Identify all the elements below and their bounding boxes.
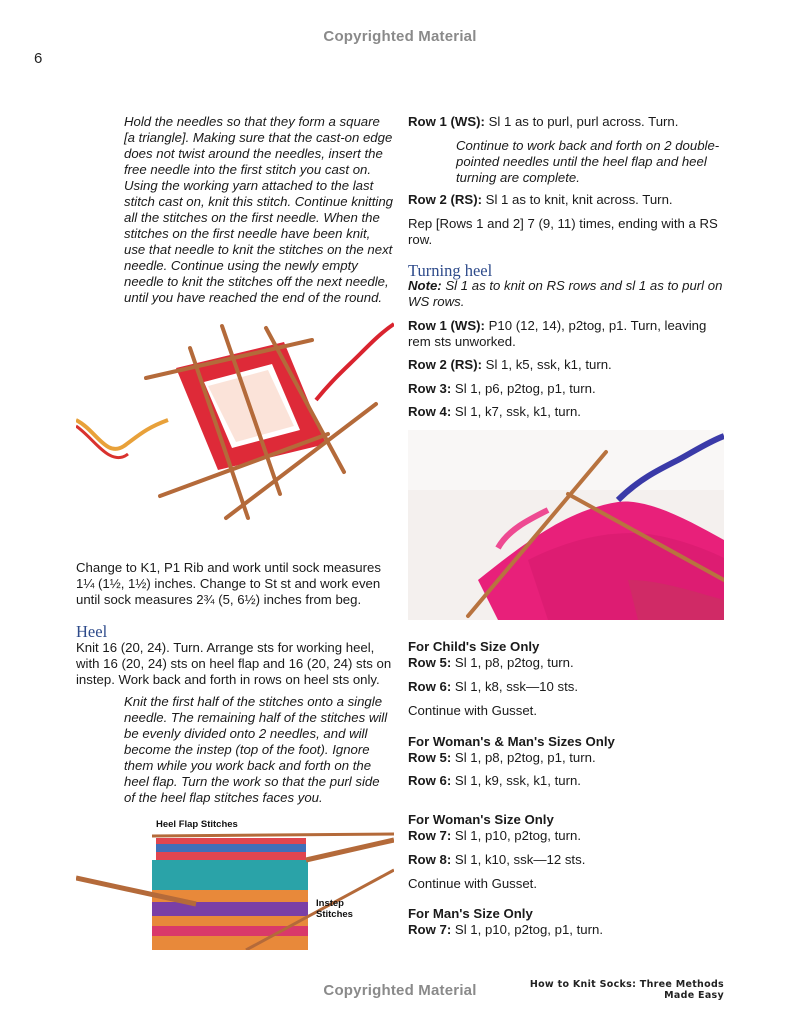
row-text: Sl 1, p10, p2tog, turn. [451, 828, 581, 843]
wm-row-5 [408, 750, 724, 766]
row-text: Sl 1 as to knit, knit across. Turn. [482, 192, 673, 207]
caption-instep: Instep [316, 898, 344, 909]
row-text: Sl 1, k7, ssk, k1, turn. [451, 404, 581, 419]
wm-row-6 [408, 773, 724, 789]
row-text: Sl 1, k5, ssk, k1, turn. [482, 357, 612, 372]
row-label: Row 2 (RS): [408, 192, 482, 207]
row-text: Sl 1, p8, p2tog, p1, turn. [451, 750, 596, 765]
caption-heel-flap-stitches: Heel Flap Stitches [156, 819, 238, 830]
child-row-5 [408, 655, 724, 671]
row-label: Row 6: [408, 773, 452, 788]
row-text: Sl 1, p10, p2tog, p1, turn. [451, 922, 603, 937]
child-continue: Continue with Gusset. [408, 703, 538, 718]
row-text: Sl 1, p6, p2tog, p1, turn. [451, 381, 596, 396]
turn-row-3 [408, 381, 724, 397]
photo-needles-square [76, 318, 394, 542]
w-row-7 [408, 828, 724, 844]
row-label: Row 2 (RS): [408, 357, 482, 372]
copyright-footer: Copyrighted Material [323, 982, 477, 999]
turning-note [408, 278, 724, 310]
row-text: P10 (12, 14), p2tog, p1. Turn, leaving rem sts unworked. [408, 318, 707, 349]
turn-row-4 [408, 404, 724, 420]
m-row-7 [408, 922, 724, 938]
row-label: Row 5: [408, 655, 452, 670]
row-text: Sl 1, p8, p2tog, turn. [451, 655, 574, 670]
woman-continue: Continue with Gusset. [408, 876, 538, 891]
row-text: Sl 1 as to purl, purl across. Turn. [484, 114, 679, 129]
heel-heading: Heel [76, 622, 108, 641]
row-text: Sl 1, k10, ssk—12 sts. [451, 852, 586, 867]
row-label: Row 7: [408, 922, 452, 937]
woman-man-size-heading: For Woman's & Man's Sizes Only [408, 734, 615, 749]
row-text: Sl 1, k8, ssk—10 sts. [451, 679, 579, 694]
photo-turning-heel [408, 430, 724, 620]
row-label: Row 4: [408, 404, 452, 419]
row-label: Row 3: [408, 381, 452, 396]
intro-instructions: Hold the needles so that they form a square [a triangle]. Making sure that the cast-on edge does not twist around the needles, insert the free needle into the first stitch you cast on. Using the working yarn attached to the last stitch cast on, knit this stitch. Continue knitting all the stitches on the first needle. When the stitches on the first needle have been knit, use that needle to knit the stitches on the next needle. Continue using the newly empty needle to knit the stitches off the next needle, until you have reached the end of the round. [124, 114, 394, 305]
turn-row-2 [408, 357, 724, 373]
woman-size-heading: For Woman's Size Only [408, 812, 554, 827]
row-text: Sl 1, k9, ssk, k1, turn. [451, 773, 581, 788]
man-size-heading: For Man's Size Only [408, 906, 533, 921]
book-title: How to Knit Socks: Three Methods Made Easy [529, 979, 724, 1001]
row-label: Row 1 (WS): [408, 318, 485, 333]
row-label: Row 6: [408, 679, 452, 694]
row-label: Row 5: [408, 750, 452, 765]
page-number: 6 [34, 50, 43, 67]
flap-row-1 [408, 114, 724, 130]
flap-row-2 [408, 192, 724, 208]
row-label: Row 7: [408, 828, 452, 843]
child-row-6 [408, 679, 724, 695]
turn-row-1 [408, 318, 724, 350]
rib-instructions: Change to K1, P1 Rib and work until sock measures 1¼ (1½, 1½) inches. Change to St st and work even until sock measures 2¾ (5, 6½) inches from beg. [76, 560, 381, 607]
note-label: Note: [408, 278, 442, 293]
copyright-header: Copyrighted Material [323, 28, 477, 45]
row-label: Row 1 (WS): [408, 114, 485, 129]
turning-heel-heading: Turning heel [408, 261, 493, 280]
repeat-instructions: Rep [Rows 1 and 2] 7 (9, 11) times, ending with a RS row. [408, 216, 718, 247]
caption-stitches: Stitches [316, 909, 353, 920]
row-label: Row 8: [408, 852, 452, 867]
w-row-8 [408, 852, 724, 868]
child-size-heading: For Child's Size Only [408, 639, 540, 654]
photo-heel-flap [76, 830, 394, 950]
note-text: Sl 1 as to knit on RS rows and sl 1 as to purl on WS rows. [408, 278, 723, 309]
heel-instructions: Knit 16 (20, 24). Turn. Arrange sts for working heel, with 16 (20, 24) sts on heel flap and 16 (20, 24) sts on instep. Work back and forth in rows on heel sts only. [76, 640, 392, 687]
flap-note: Continue to work back and forth on 2 double-pointed needles until the heel flap and heel turning are complete. [456, 138, 720, 185]
heel-note: Knit the first half of the stitches onto a single needle. The remaining half of the stitches will be evenly divided onto 2 needles, and will become the instep (top of the foot). Ignore them while you work back and forth on the heel flap. Turn the work so that the purl side of the heel flap stitches faces you. [124, 694, 388, 805]
